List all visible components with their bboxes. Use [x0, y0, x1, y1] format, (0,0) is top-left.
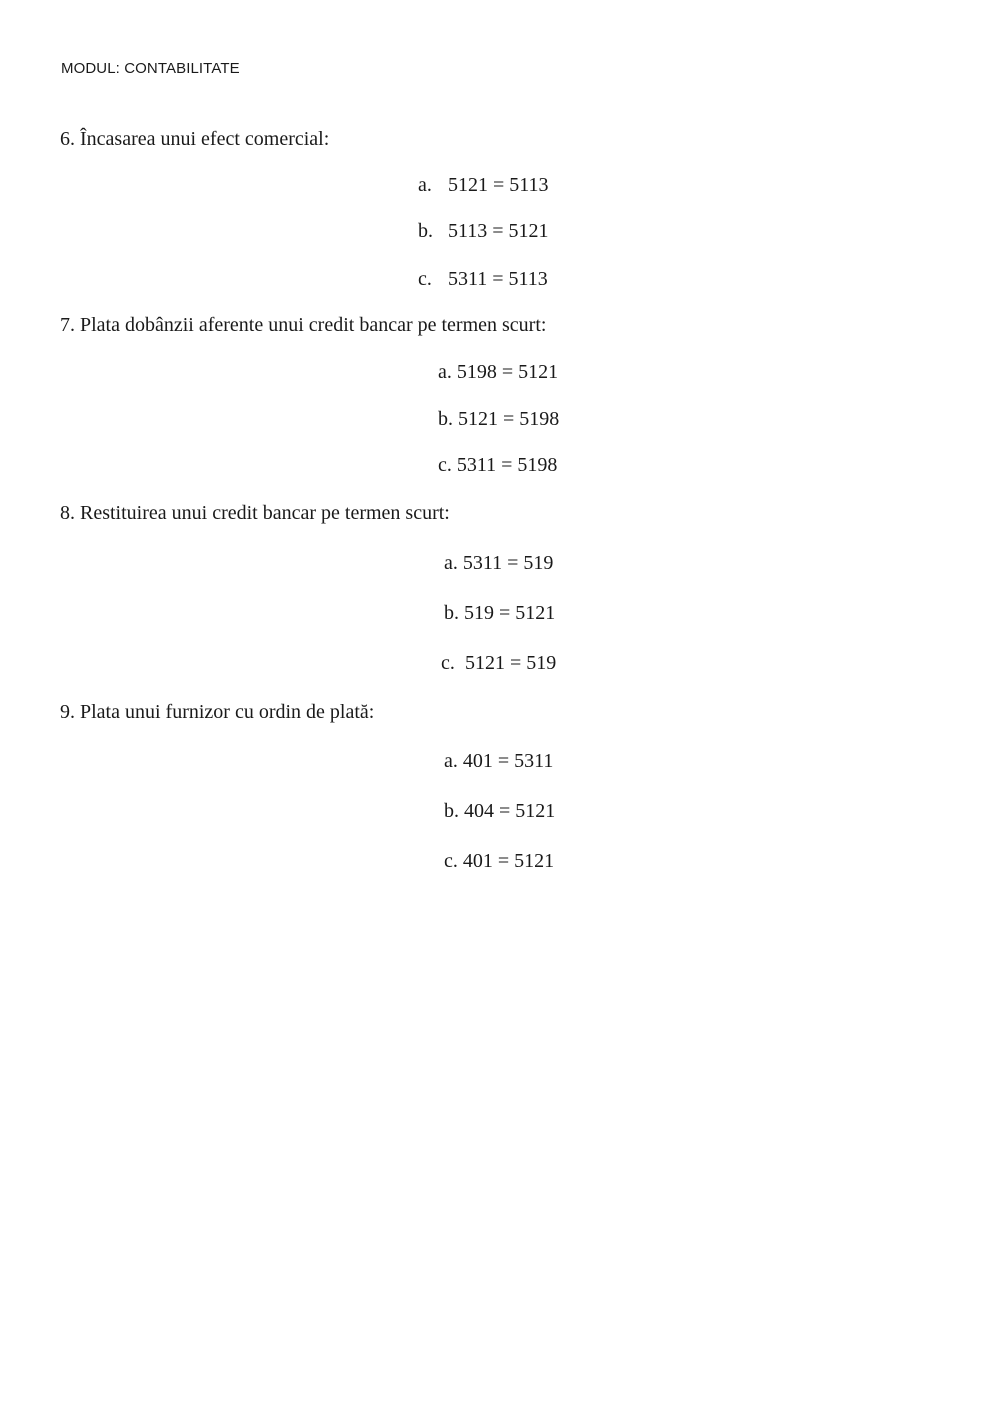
answer-option-b[interactable]	[418, 220, 549, 243]
option-letter: a.	[438, 361, 452, 383]
option-letter: a.	[444, 552, 458, 574]
option-entry: 5311 = 5198	[456, 454, 558, 476]
option-entry: 519 = 5121	[464, 602, 556, 624]
option-entry: 5311 = 519	[462, 552, 554, 574]
question-text: 7. Plata dobânzii aferente unui credit bancar pe termen scurt:	[60, 314, 547, 336]
option-entry: 5121 = 519	[465, 652, 557, 674]
answer-option-a[interactable]	[444, 552, 553, 575]
question-text: 6. Încasarea unui efect comercial:	[60, 128, 330, 150]
question-text: 9. Plata unui furnizor cu ordin de plată:	[60, 701, 375, 723]
answer-option-b[interactable]	[444, 800, 555, 823]
answer-option-a[interactable]	[438, 361, 558, 384]
option-entry: 5113 = 5121	[448, 220, 549, 242]
option-entry: 5121 = 5113	[448, 174, 549, 196]
option-letter: a.	[418, 174, 432, 196]
option-letter: b.	[418, 220, 433, 242]
option-letter: c.	[444, 850, 458, 872]
option-entry: 401 = 5121	[462, 850, 555, 872]
answer-option-c[interactable]	[444, 850, 554, 873]
option-letter: b.	[444, 800, 459, 822]
option-entry: 5311 = 5113	[448, 268, 548, 290]
option-letter: c.	[418, 268, 432, 290]
answer-option-a[interactable]	[444, 750, 553, 773]
answer-option-c[interactable]	[418, 268, 548, 291]
answer-option-b[interactable]	[444, 602, 555, 625]
option-letter: c.	[438, 454, 452, 476]
question-text: 8. Restituirea unui credit bancar pe termen scurt:	[60, 502, 450, 524]
option-letter: c.	[441, 652, 455, 674]
answer-option-b[interactable]	[438, 408, 559, 431]
answer-option-c[interactable]	[438, 454, 557, 477]
answer-option-c[interactable]	[441, 652, 556, 675]
option-entry: 5198 = 5121	[456, 361, 559, 383]
answer-option-a[interactable]	[418, 174, 549, 197]
option-letter: b.	[444, 602, 459, 624]
module-header: MODUL: CONTABILITATE	[61, 60, 240, 77]
option-entry: 401 = 5311	[462, 750, 554, 772]
option-letter: b.	[438, 408, 453, 430]
option-entry: 404 = 5121	[464, 800, 556, 822]
option-entry: 5121 = 5198	[458, 408, 560, 430]
option-letter: a.	[444, 750, 458, 772]
